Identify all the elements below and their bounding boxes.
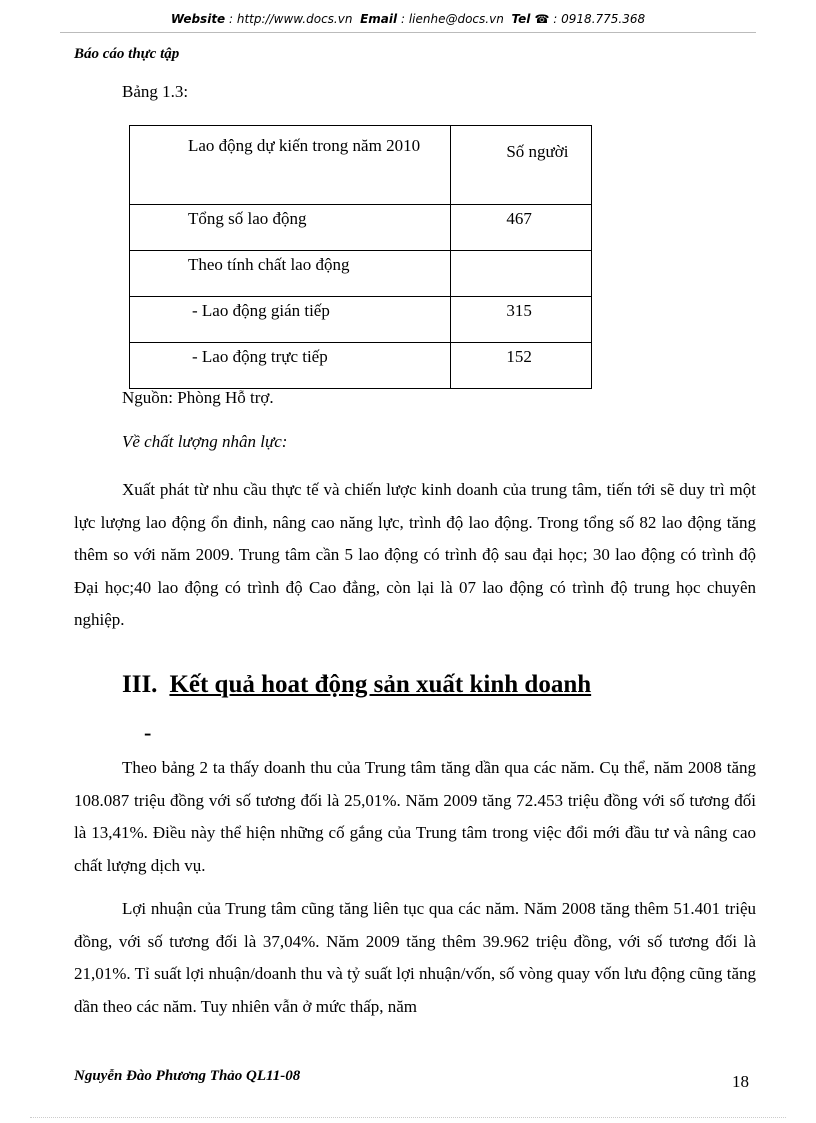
table-row xyxy=(130,297,592,343)
table-header-left-text: Lao động dự kiến trong năm 2010 xyxy=(188,136,421,155)
email-label: Email xyxy=(360,12,398,26)
table-row xyxy=(130,343,592,389)
section-dash: - xyxy=(144,720,152,745)
table-cell-value: 152 xyxy=(506,347,532,366)
footer-author: Nguyễn Đào Phương Thảo QL11-08 xyxy=(74,1068,301,1084)
table-cell-label: Tổng số lao động xyxy=(188,209,307,228)
table-row xyxy=(130,205,592,251)
table-cell-label: Theo tính chất lao động xyxy=(188,255,350,274)
section-title: Kết quả hoat động sản xuất kinh doanh xyxy=(169,671,592,698)
paragraph-revenue: Theo bảng 2 ta thấy doanh thu của Trung tâm tăng dần qua các năm. Cụ thể, năm 2008 tăng 108.087 triệu đồng với số tương đối là 25,01%. Năm 2009 tăng 72.453 triệu đồng với số tương đối là 13,41%. Điều này thể hiện những cố gắng của Trung tâm trong việc đổi mới đầu tư và nâng cao chất lượng dịch vụ. xyxy=(74,758,756,875)
tel-label: Tel ☎ xyxy=(511,12,550,26)
tel-value: : 0918.775.368 xyxy=(553,12,646,26)
page-number: 18 xyxy=(732,1072,749,1091)
table-source: Nguồn: Phòng Hỗ trợ. xyxy=(122,388,274,407)
table-cell-value xyxy=(451,251,591,255)
table-header-right xyxy=(451,126,592,205)
report-label: Báo cáo thực tập xyxy=(74,46,180,62)
table-header-row xyxy=(130,126,592,205)
website-label: Website xyxy=(170,12,226,26)
quality-heading: Về chất lượng nhân lực: xyxy=(122,432,288,451)
paragraph-profit: Lợi nhuận của Trung tâm cũng tăng liên tục qua các năm. Năm 2008 tăng thêm 51.401 triệu đồng, với số tương đối là 37,04%. Năm 2009 tăng thêm 39.962 triệu đồng, với số tương đối là 21,01%. Tỉ suất lợi nhuận/doanh thu và tỷ suất lợi nhuận/vốn, số vòng quay vốn lưu động cũng tăng dần theo các năm. Tuy nhiên vẫn ở mức thấp, năm xyxy=(74,899,756,1016)
section-heading xyxy=(122,671,591,699)
table-header-left xyxy=(130,126,451,205)
table-cell-value: 467 xyxy=(506,209,532,228)
table-cell-label: - Lao động trực tiếp xyxy=(192,347,328,366)
table-caption: Bảng 1.3: xyxy=(122,82,189,101)
section-number: III. xyxy=(122,671,158,698)
website-value: : http://www.docs.vn xyxy=(229,12,353,26)
page-bottom-divider xyxy=(30,1117,786,1118)
labor-table xyxy=(129,125,592,389)
table-cell-value: 315 xyxy=(506,301,532,320)
table-header-right-text: Số người xyxy=(506,142,569,161)
table-cell-label: - Lao động gián tiếp xyxy=(192,301,330,320)
paragraph-labor-quality: Xuất phát từ nhu cầu thực tế và chiến lược kinh doanh của trung tâm, tiến tới sẽ duy trì một lực lượng lao động ổn đinh, nâng cao năng lực, trình độ lao động. Trong tổng số 82 lao động tăng thêm so với năm 2009. Trung tâm cần 5 lao động có trình độ sau đại học; 30 lao động có trình độ Đại học;40 lao động có trình độ Cao đẳng, còn lại là 07 lao động có trình độ trung học chuyên nghiệp. xyxy=(74,480,756,629)
site-header xyxy=(60,10,756,33)
email-value: : lienhe@docs.vn xyxy=(400,12,504,26)
table-row xyxy=(130,251,592,297)
